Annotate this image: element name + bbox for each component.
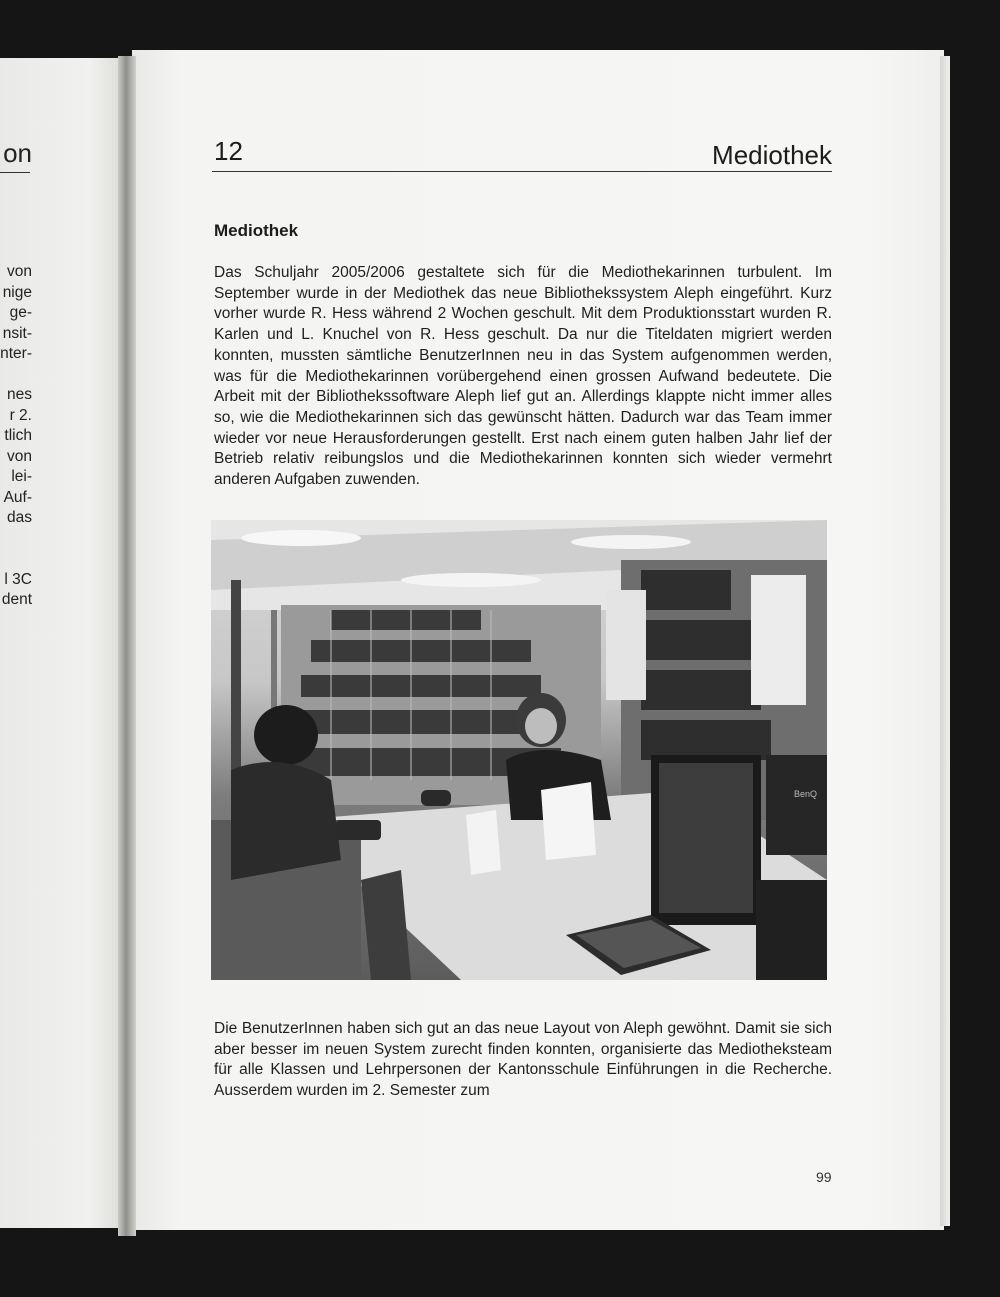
left-fragment [0, 529, 32, 570]
left-fragment [0, 365, 32, 386]
left-fragment: ge- [9, 304, 32, 321]
left-fragment: l 3C [4, 570, 32, 588]
left-fragment: nes [7, 386, 32, 403]
left-fragment: von [7, 447, 32, 465]
left-fragment: nige [2, 283, 32, 301]
left-fragment: lei- [11, 468, 32, 485]
page-number: 99 [816, 1169, 832, 1185]
header-rule [212, 171, 832, 172]
left-page-text-fragments [0, 262, 32, 611]
chapter-title: Mediothek [712, 140, 832, 170]
left-fragment: tlich [4, 427, 32, 444]
left-fragment: von [7, 263, 32, 280]
chapter-number: 12 [214, 136, 243, 166]
left-fragment: nsit- [2, 324, 32, 342]
left-page-rule [0, 172, 30, 173]
library-photo [211, 520, 827, 980]
book-gutter [118, 56, 136, 1236]
left-fragment: dent [1, 591, 32, 608]
left-fragment: r 2. [9, 406, 32, 424]
monitor-brand-label: BenQ [794, 789, 818, 799]
page-edge [940, 56, 950, 1226]
left-fragment: Auf- [3, 488, 32, 506]
left-fragment: nter- [0, 345, 32, 362]
left-fragment: das [7, 509, 32, 526]
body-paragraph-1: Das Schuljahr 2005/2006 gestaltete sich für die Mediothekarinnen turbulent. Im September wurde in der Mediothek das neue Bibliothekssystem Aleph eingeführt. Kurz vorher wurde R. Hess während 2 Wochen geschult. Mit dem Produktionsstart wurden R. Karlen und L. Knuchel von R. Hess geschult. Da nur die Titeldaten migriert werden konnten, mussten sämtliche BenutzerInnen neu in das System aufgenommen werden, was für die Mediothekarinnen vorübergehend einen grossen Aufwand bedeutete. Die Arbeit mit der Bibliothekssoftware Aleph lief gut an. Allerdings klappte nicht immer alles so, wie die Mediothekarinnen sich das gewünscht hätten. Dadurch war das Team immer wieder vor neue Herausforderungen gestellt. Erst nach einem guten halben Jahr lief der Betrieb relativ reibungslos und die Mediothekarinnen konnten sich wieder vermehrt anderen Aufgaben zuwenden. [214, 264, 832, 489]
left-page [0, 58, 128, 1228]
section-heading: Mediothek [214, 221, 299, 240]
left-page-heading-fragment: on [3, 138, 32, 168]
body-paragraph-2: Die BenutzerInnen haben sich gut an das neue Layout von Aleph gewöhnt. Damit sie sich aber besser im neuen System zurecht finden konnten, organisierte das Mediotheksteam für alle Klassen und Lehrpersonen der Kantonsschule Einführungen in die Recherche. Ausserdem wurden im 2. Semester zum [214, 1020, 832, 1100]
